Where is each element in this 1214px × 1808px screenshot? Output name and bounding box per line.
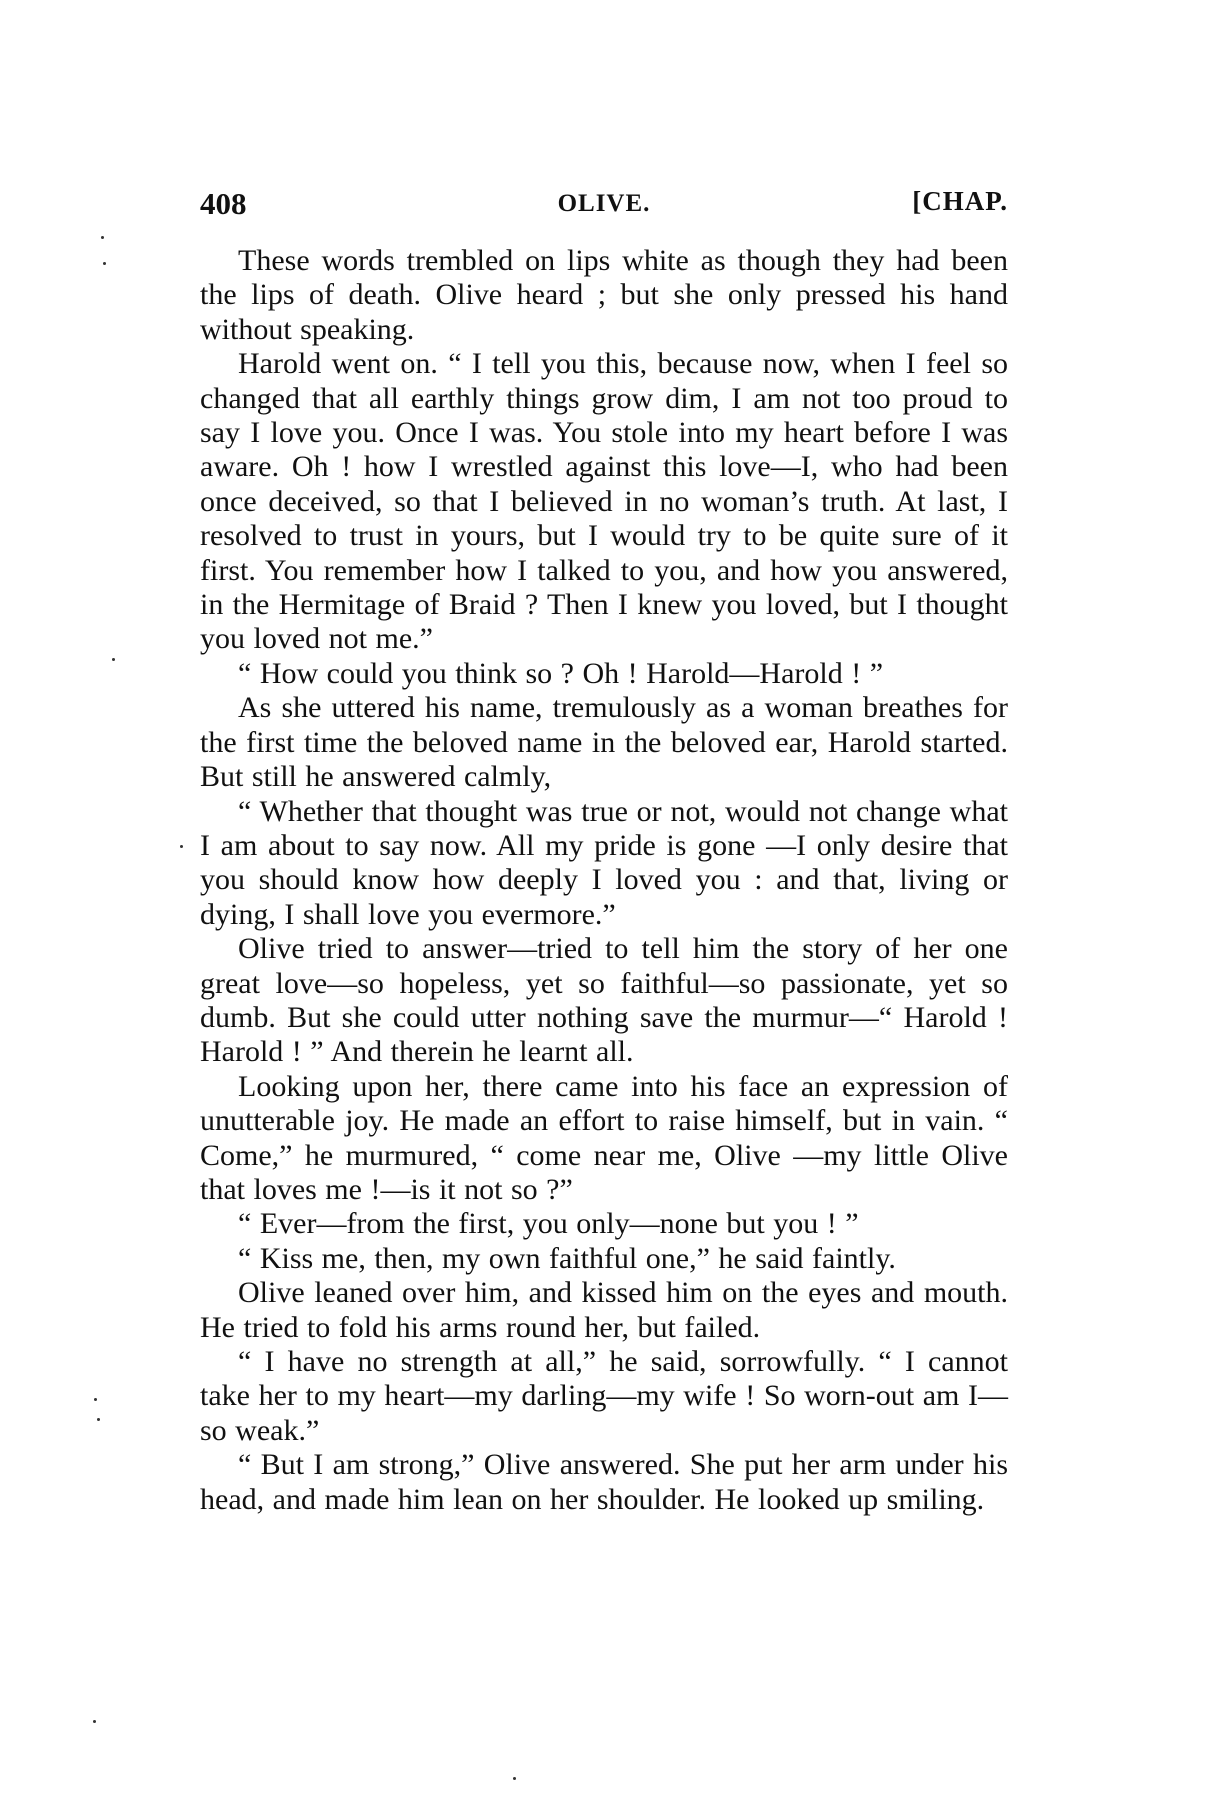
scan-speck: [180, 845, 183, 848]
paragraph: “ Whether that thought was true or not, would not change what I am about to say now. All my pride is gone —I only desire that you should know how deeply I loved you : and that, living or dying, I shall love you evermore.”: [200, 794, 1008, 931]
paragraph: These words trembled on lips white as though they had been the lips of death. Olive heard ; but she only pressed his hand without speaking.: [200, 244, 1008, 346]
paragraph: Harold went on. “ I tell you this, because now, when I feel so changed that all earthly things grow dim, I am not too proud to say I love you. Once I was. You stole into my heart before I was aware. Oh ! how I wrestled against this love—I, who had been once deceived, so that I believed in no woman’s truth. At last, I resolved to trust in yours, but I would try to be quite sure of it first. You remember how I talked to you, and how you answered, in the Hermitage of Braid ? Then I knew you loved, but I thought you loved not me.”: [200, 347, 1008, 656]
scan-speck: [513, 1777, 516, 1780]
body-text: [200, 244, 1008, 1517]
running-title: OLIVE.: [557, 190, 651, 217]
paragraph: “ Kiss me, then, my own faithful one,” he said faintly.: [238, 1241, 896, 1275]
scan-speck: [94, 1398, 97, 1401]
paragraph: Olive tried to answer—tried to tell him the story of her one great love—so hopeless, yet so faithful—so passionate, yet so dumb. But she could utter nothing save the murmur—“ Harold ! Harold ! ” And therein he learnt all.: [200, 932, 1008, 1069]
paragraph: Olive leaned over him, and kissed him on the eyes and mouth. He tried to fold his arms round her, but failed.: [200, 1276, 1008, 1344]
paragraph: “ How could you think so ? Oh ! Harold—Harold ! ”: [238, 656, 884, 690]
paragraph: “ I have no strength at all,” he said, sorrowfully. “ I cannot take her to my heart—my darling—my wife ! So worn-out am I—so weak.”: [200, 1345, 1008, 1447]
scan-speck: [101, 236, 104, 239]
chapter-mark: [CHAP.: [912, 186, 1008, 216]
paragraph: As she uttered his name, tremulously as a woman breathes for the first time the beloved name in the beloved ear, Harold started. But still he answered calmly,: [200, 691, 1008, 794]
scan-speck: [93, 1720, 96, 1723]
page-number: 408: [200, 186, 247, 221]
page-header: [200, 186, 1008, 226]
scan-speck: [112, 658, 115, 661]
paragraph: “ Ever—from the first, you only—none but you ! ”: [238, 1207, 859, 1241]
paragraph: Looking upon her, there came into his face an expression of unutterable joy. He made an effort to raise himself, but in vain. “ Come,” he murmured, “ come near me, Olive —my little Olive that loves me !—is it not so ?”: [200, 1069, 1008, 1206]
paragraph: “ But I am strong,” Olive answered. She put her arm under his head, and made him lean on her shoulder. He looked up smiling.: [200, 1448, 1008, 1516]
scan-speck: [97, 1418, 100, 1421]
scan-speck: [103, 262, 106, 265]
